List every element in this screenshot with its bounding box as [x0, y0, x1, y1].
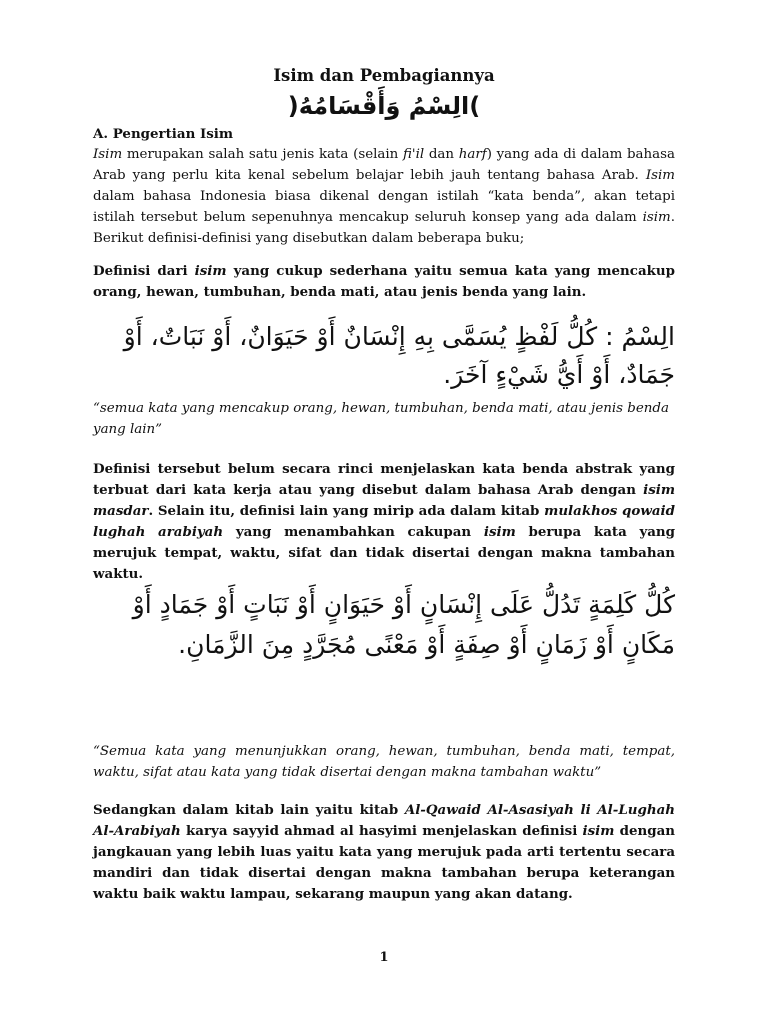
paragraph-intro	[93, 144, 675, 249]
text-run: Definisi tersebut belum secara rinci menjelaskan kata benda abstrak yang terbuat dari kata kerja atau yang disebut dalam bahasa Arab dengan	[93, 461, 675, 498]
text-run: . Berikut definisi-definisi yang disebutkan dalam beberapa buku;	[93, 210, 675, 246]
text-run: isim	[194, 263, 227, 279]
quote-definition-1: “semua kata yang mencakup orang, hewan, tumbuhan, benda mati, atau jenis benda yang lain”	[93, 401, 669, 437]
page-number: 1	[379, 950, 389, 965]
text-run: isim	[642, 210, 671, 225]
text-run: dalam bahasa Indonesia biasa dikenal dengan istilah “kata benda”, akan tetapi istilah tersebut belum sepenuhnya mencakup seluruh konsep yang ada dalam	[93, 189, 675, 225]
paragraph-definition-1	[93, 261, 675, 303]
arabic-title: )الِسْمُ وَأَقْسَامُهُ(	[287, 92, 481, 120]
text-run: merupakan salah satu jenis kata (selain	[122, 147, 403, 162]
text-run: . Selain itu, definisi lain yang mirip ada dalam kitab	[148, 503, 545, 519]
text-run: Isim	[93, 147, 123, 162]
quote-definition-2: “Semua kata yang menunjukkan orang, hewan, tumbuhan, benda mati, tempat, waktu, sifat atau kata yang tidak disertai dengan makna tambahan waktu”	[93, 744, 675, 780]
text-run: dengan jangkauan yang lebih luas yaitu kata yang merujuk pada arti tertentu secara mandiri dan tidak disertai dengan makna tambahan berupa keterangan waktu baik waktu lampau, sekarang maupun yang akan datang.	[93, 823, 675, 902]
paragraph-definition-2	[93, 459, 675, 585]
text-run: dan	[424, 147, 459, 162]
text-run: isim	[582, 823, 615, 839]
text-run: isim	[483, 524, 516, 540]
text-run: yang menambahkan cakupan	[223, 524, 484, 540]
document-title: Isim dan Pembagiannya	[273, 66, 495, 85]
section-heading: A. Pengertian Isim	[93, 126, 234, 142]
arabic-definition-1: الِسْمُ : كُلُّ لَفْظٍ يُسَمَّى بِهِ إِنْسَانٌ أَوْ حَيَوَانٌ، أَوْ نَبَاتٌ، أَوْ جَمَادٌ، أَوْ أَيُّ شَيْءٍ آخَرَ.	[123, 322, 675, 389]
text-run: yang cukup sederhana yaitu semua kata yang mencakup orang, hewan, tumbuhan, benda mati, atau jenis benda yang lain.	[93, 263, 675, 300]
text-run: mulakhos qowaid lughah arabiyah	[93, 503, 675, 540]
text-run: Al-Qawaid Al-Asasiyah li Al-Lughah Al-Arabiyah	[93, 802, 675, 839]
text-run: Definisi dari	[93, 263, 195, 279]
text-run: fi'il	[402, 147, 425, 162]
text-run: berupa kata yang merujuk tempat, waktu, sifat dan tidak disertai dengan makna tambahan waktu.	[93, 524, 676, 582]
text-run: harf	[458, 147, 487, 162]
text-run: isim masdar	[93, 482, 675, 519]
arabic-definition-2: كُلُّ كَلِمَةٍ تَدُلُّ عَلَى إِنْسَانٍ أَوْ حَيَوَانٍ أَوْ نَبَاتٍ أَوْ جَمَادٍ أَوْ مَكَانٍ أَوْ زَمَانٍ أَوْ صِفَةٍ أَوْ مَعْنًى مُجَرَّدٍ مِنَ الزَّمَانِ.	[132, 590, 675, 659]
text-run: karya sayyid ahmad al hasyimi menjelaskan definisi	[180, 823, 583, 839]
paragraph-definition-3	[93, 800, 675, 905]
text-run: Sedangkan dalam kitab lain yaitu kitab	[93, 802, 405, 818]
text-run: Isim	[645, 168, 675, 183]
text-run: ) yang ada di dalam bahasa Arab yang perlu kita kenal sebelum belajar lebih jauh tentang bahasa Arab.	[93, 147, 675, 183]
